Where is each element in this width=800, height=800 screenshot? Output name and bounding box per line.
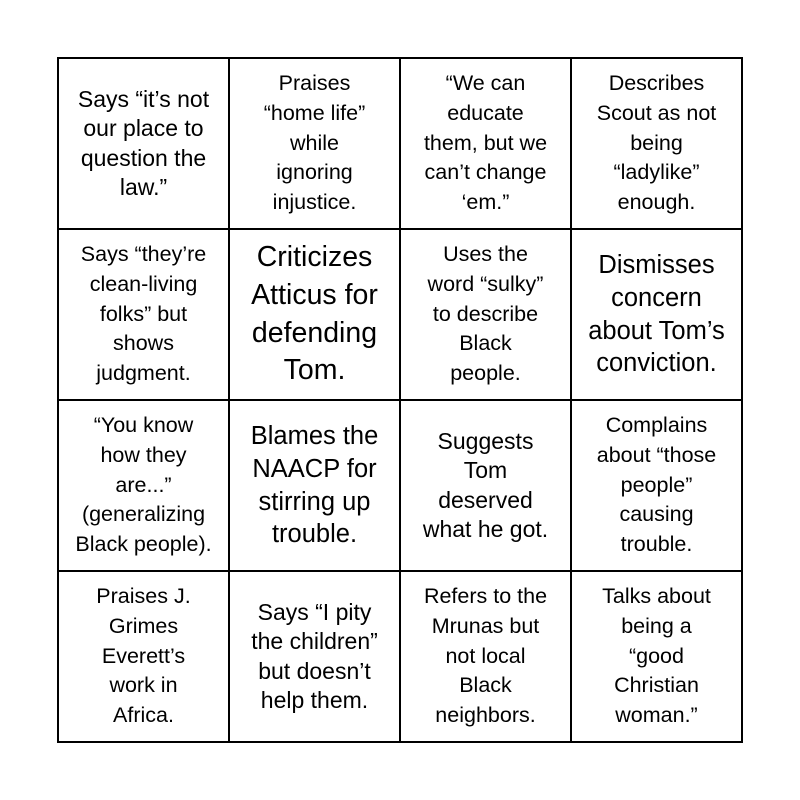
bingo-cell[interactable] xyxy=(400,571,571,742)
bingo-cell[interactable] xyxy=(400,58,571,229)
cell-text: Describes Scout as not being “ladylike” enough. xyxy=(596,71,717,214)
cell-text: Says “it’s not our place to question the law.” xyxy=(77,85,210,200)
cell-text: Suggests Tom deserved what he got. xyxy=(422,427,549,542)
cell-text: Complains about “those people” causing trouble. xyxy=(596,413,717,556)
bingo-cell[interactable] xyxy=(229,229,400,400)
cell-text: Praises “home life” while ignoring injustice. xyxy=(263,71,366,214)
cell-text: Says “they’re clean-living folks” but shows judgment. xyxy=(80,242,207,385)
cell-text: Dismisses concern about Tom’s conviction. xyxy=(588,251,725,378)
cell-text: “You know how they are...” (generalizing Black people). xyxy=(75,413,212,556)
bingo-cell[interactable] xyxy=(571,400,742,571)
bingo-cell[interactable] xyxy=(58,229,229,400)
bingo-cell[interactable] xyxy=(229,400,400,571)
cell-text: Praises J. Grimes Everett’s work in Africa. xyxy=(96,584,191,727)
bingo-cell[interactable] xyxy=(571,229,742,400)
bingo-cell[interactable] xyxy=(400,229,571,400)
cell-text: Uses the word “sulky” to describe Black people. xyxy=(427,242,544,385)
cell-text: Says “I pity the children” but doesn’t help them. xyxy=(251,598,378,713)
bingo-board xyxy=(57,57,743,743)
bingo-cell[interactable] xyxy=(400,400,571,571)
cell-text: Refers to the Mrunas but not local Black neighbors. xyxy=(423,584,548,727)
cell-text: “We can educate them, but we can’t change ‘em.” xyxy=(423,71,548,214)
bingo-cell[interactable] xyxy=(229,58,400,229)
cell-text: Criticizes Atticus for defending Tom. xyxy=(251,240,378,387)
cell-text: Talks about being a “good Christian woman.” xyxy=(602,584,711,727)
bingo-cell[interactable] xyxy=(58,58,229,229)
bingo-cell[interactable] xyxy=(58,400,229,571)
bingo-cell[interactable] xyxy=(229,571,400,742)
bingo-cell[interactable] xyxy=(571,571,742,742)
bingo-cell[interactable] xyxy=(58,571,229,742)
bingo-cell[interactable] xyxy=(571,58,742,229)
cell-text: Blames the NAACP for stirring up trouble. xyxy=(250,422,379,549)
